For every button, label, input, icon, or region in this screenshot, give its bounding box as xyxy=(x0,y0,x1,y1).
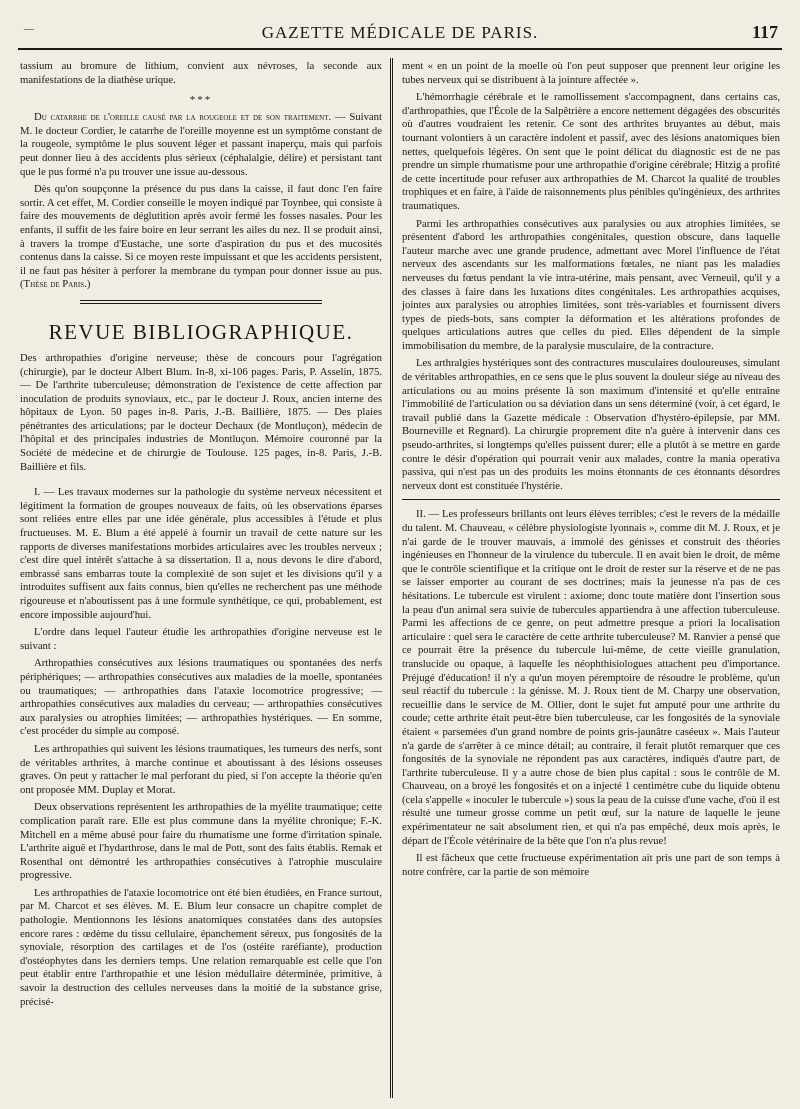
page-number: 117 xyxy=(751,22,778,42)
left-column xyxy=(20,60,382,1013)
paragraph-catarrhe xyxy=(20,111,382,179)
paragraph-paralysies: Parmi les arthropathies consécutives aux paralysies ou aux atrophies limitées, se présentent d'abord les arthropathies congénitales, question obscure, dans laquelle l'auteur marche avec une grande prudence, admettant avec Morel l'influence de l'état nerveux des ascendants sur les malformations fœtales, ne niant pas les maladies nerveuses du fœtus pendant la vie intra-utérine, mais pensant, avec Verneuil, qu'il y a des classes à faire dans les luxations dites congénitales. Les arthropathies acquises, jointes aux paralysies ou atrophies limitées, sont très-variables et fournissent divers types de pieds-bots, sans compter la déformation et les altérations profondes de quelques articulations autres que celles du pied. Elles dépendent de la simple immobilisation du membre, de la paralysie musculaire, de la contracture. xyxy=(402,217,780,352)
asterism-separator: *** xyxy=(189,94,213,107)
paragraph-order: L'ordre dans lequel l'auteur étudie les arthropathies d'origine nerveuse est le suivant : xyxy=(20,626,382,652)
paragraph-ataxie: Les arthropathies de l'ataxie locomotrice ont été bien étudiées, en France surtout, par M. Charcot et ses élèves. M. E. Blum leur consacre un chapitre complet de pathologie. Mentionnons les lésions anatomiques constatées dans des autopsies encore rares : œdème du tissu cellulaire, épanchement séreux, pus fongosités de la synoviale, résorption des cartilages et de l'os (ostéite raréfiante), production d'ostéophytes dans les derniers temps. Une relation remarquable est celle que l'on peut établir entre l'arthropathie et une lésion médullaire déterminée, primitive, à savoir la destruction des cellules nerveuses dans la moitié de la substance grise, précisé- xyxy=(20,886,382,1008)
toynbee-text: Dès qu'on soupçonne la présence du pus dans la caisse, il faut donc l'en faire sortir. A cet effet, M. Cordier conseille le moyen indiqué par Toynbee, qui consiste à faire des mouvements de déglutition après avoir fermé les fosses nasales. Pour les enfants, il suffit de les faire boire en leur serrant les ailes du nez. Il se produit ainsi, à travers la trompe d'Eustache, une sorte d'aspiration du pus et des mucosités contenus dans la caisse. Si ce moyen reste impuissant et que les accidents persistent, il ne faut pas hésiter à perforer la membrane du tympan pour donner issue au pus. xyxy=(20,183,382,277)
horizontal-rule xyxy=(402,499,780,500)
these-de-paris-source: (Thèse de Paris.) xyxy=(20,278,91,291)
section-separator xyxy=(80,300,322,304)
paragraph-toynbee xyxy=(20,183,382,292)
paragraph-traumatic: Les arthropathies qui suivent les lésions traumatiques, les tumeurs des nerfs, sont de véritables arthrites, à marche continue et aboutissant à des lésions osseuses graves. On peut y rattacher le mal perforant du pied, si l'on accepte la théorie qu'en ont proposée MM. Duplay et Morat. xyxy=(20,742,382,796)
header-mark: — xyxy=(24,24,34,35)
page-header xyxy=(18,18,782,50)
paragraph-hemorrhagie: L'hémorrhagie cérébrale et le ramollissement s'accompagnent, dans certains cas, d'arthropathies, que l'École de la Salpêtrière a encore nettement dégagées des obscurités où d'autres voudraient les retenir. Ce sont des arthrites bruyantes au début, mais tournant volontiers à un caractère indolent et passif, avec des lésions anatomiques bien nettes, quelquefois légères. On sent que le point délicat du diagnostic est de ne pas prendre un simple rhumatisme pour une arthropathie d'origine cérébrale; Hitzig a profité de cette incertitude pour refuser aux arthropathies de M. Charcot la qualité de troubles trophiques et en faire, à l'aide de raisonnements plus pénibles qu'ingénieux, des arthrites traumatiques. xyxy=(402,91,780,212)
paragraph-part-I: I. — Les travaux modernes sur la pathologie du système nerveux nécessitent et légitiment la formation de groupes nouveaux de faits, où les observations éparses sont reliées entre elles par une idée générale, plus accessibles à l'étude et plus fructueuses. M. E. Blum a été appelé à fournir un travail de cette nature sur les rapports de diverses manifestations morbides articulaires avec les troubles nerveux ; c'est dire quel intérêt s'attache à sa dissertation. Il a, nous devons le dire d'abord, embrassé sans embarras toute la complexité de son sujet et les divisions qu'il y a introduites suffisent aux faits connus, bien qu'elles ne recherchent pas une méthode rigoureuse et n'aboutissent pas à une formule synthétique, ce qui, probablement, est encore impossible aujourd'hui. xyxy=(20,486,382,621)
journal-title: GAZETTE MÉDICALE DE PARIS. xyxy=(261,23,539,42)
paragraph-arthralgies: Les arthralgies hystériques sont des contractures musculaires douloureuses, simulant de véritables arthropathies, en ce sens que le plus souvent la douleur siége au niveau des articulations ou au moins présente là son maximum d'intensité et qu'elle entraîne l'immobilité de l'articulation ou sa déviation dans un sens déterminé (voir, à cet égard, le travail publié dans la Gazette médicale : Observation d'hystéro-épilepsie, par MM. Bourneville et Regnard). La chirurgie proprement dite n'a guère à intervenir dans ces pseudo-arthrites, si longtemps qu'elles puissent durer; elle a plutôt à se mettre en garde contre le désir d'opération qui pourrait venir aux malades, contre la mania operativa passiva, qui n'est pas un des produits les moins étonnants de ces étonnants désordres nerveux dont est constituée l'hystérie. xyxy=(402,357,780,492)
paragraph-list: Arthropathies consécutives aux lésions traumatiques ou spontanées des nerfs périphériques; — arthropathies consécutives aux maladies de la moelle, spontanées ou traumatiques; — arthropathies dans l'ataxie locomotrice progressive; — arthropathies consécutives aux maladies du cerveau; — arthropathies consécutives aux paralysies ou atrophies limitées; — arthropathies hystériques. — En somme, c'est procéder du simple au composé. xyxy=(20,657,382,738)
section-title-revue-bibliographique: REVUE BIBLIOGRAPHIQUE. xyxy=(48,319,354,344)
paragraph-myelite: Deux observations représentent les arthropathies de la myélite traumatique; cette complication paraît rare. Elle est plus commune dans la myélite chronique; F.-K. Mitchell en a même abusé pour faire du rhumatisme une forme d'irritation spinale. L'arthrite aiguë et l'hydarthrose, dans le mal de Pott, sont des faits établis. Remak et Rosenthal ont démontré les arthropathies consécutives à l'atrophie musculaire progressive. xyxy=(20,801,382,882)
bibliography-entries: Des arthropathies d'origine nerveuse; thèse de concours pour l'agrégation (chirurgie), par le docteur Albert Blum. In-8, xi-106 pages. Paris, P. Asselin, 1875. — De l'arthrite tuberculeuse; démonstration de l'existence de cette affection par inoculation de produits synoviaux, etc., par le docteur J. Roux, ancien interne des hôpitaux de Lyon. 50 pages in-8. Paris, J.-B. Baillière, 1875. — Des plaies pénétrantes des articulations; par le docteur Dechaux (de Montluçon), médecin de l'hôpital et des principales industries de Montluçon. Mémoire couronné par la Société de médecine et de chirurgie de Toulouse. 125 pages, in-8. Paris, J.-B. Baillière et fils. xyxy=(20,351,382,473)
column-divider xyxy=(390,58,391,1098)
right-column xyxy=(402,60,780,883)
paragraph-final: Il est fâcheux que cette fructueuse expérimentation ait pris une part de son temps à notre confrère, car la partie de son mémoire xyxy=(402,852,780,878)
paragraph-continued: ment « en un point de la moelle où l'on peut supposer que prennent leur origine les tubes nerveux qui se distribuent à la jointure affectée ». xyxy=(402,60,780,86)
catarrhe-heading: Du catarrhe de l'oreille causé par la rougeole et de son traitement. xyxy=(34,111,332,124)
paragraph-part-II: II. — Les professeurs brillants ont leurs élèves terribles; c'est le revers de la médaille du talent. M. Chauveau, « célèbre physiologiste lyonnais », comme dit M. J. Roux, et je n'ai garde de le trouver mauvais, a immolé des génisses et construit des théories ingénieuses en l'honneur de la virulence du tubercule. Il en avait bien le droit, de même que le contrôle scientifique et la critique ont le droit de rester sur la réserve et de ne pas se laisser emporter au courant de ses doctrines; mais la jeunesse n'a pas de ces hésitations. Le tubercule est virulent : axiome; donc toute matière dont l'insertion sous la peau d'un animal sera suivie de tubercules appartiendra à une affection tuberculeuse. Parmi les affections de ce genre, on peut admettre presque a priori la localisation articulaire : quel sera le caractère de cette arthrite tuberculeuse? M. Ranvier a pensé que ce pourrait être la présence du tubercule lui-même, de cette vieille granulation, translucide ou opaque, à laquelle les néophthisiologues attachent peu d'importance. Préjugé d'éducation! il n'y a qu'un moyen péremptoire de résoudre le problème, qu'un seul réactif du tubercule : la génisse. M. J. Roux tient de M. Charpy une observation, recueillie dans le service de M. Ollier, dont le sujet fut amputé pour une arthrite du coude; cette arthrite était peut-être bien tuberculeuse, car les fongosités de la synoviale étaient « parsemées d'un grand nombre de points gris-jaunâtre caséeux ». Mais l'auteur n'a garde de s'arrêter à ce mince détail; au contraire, il ferait plutôt remarquer que ces fongosités de la synoviale ne répondent pas aux caractères, indiqués d'autre part, de l'arthrite tuberculeuse. Il y a autre chose de bien plus capital : sous le contrôle de M. Chauveau, on a broyé les fongosités et on a injecté 1 centimètre cube du liquide obtenu (cela s'appelle « inoculer le tubercule ») sous la peau de la cuisse d'une vache, d'où il est résulté une tumeur grosse comme un petit œuf, sur la nature de laquelle le jeune expérimentateur ne sait absolument rien, et qui n'a pas empêché, deux mois après, le départ de l'École vétérinaire de la bête que l'on n'a plus revue! xyxy=(402,508,780,847)
paragraph-lithium: tassium au bromure de lithium, convient aux névroses, la seconde aux manifestations de la diathèse urique. xyxy=(20,60,382,86)
catarrhe-body: — Suivant M. le docteur Cordier, le catarrhe de l'oreille moyenne est un symptôme constant de la rougeole, symptôme le plus souvent léger et passant inaperçu, mais qui parfois peut donner lieu à des accidents plus sérieux (céphalalgie, délire) et persistant tant que le pus formé n'a pu trouver une issue au-dessous. xyxy=(20,111,382,178)
